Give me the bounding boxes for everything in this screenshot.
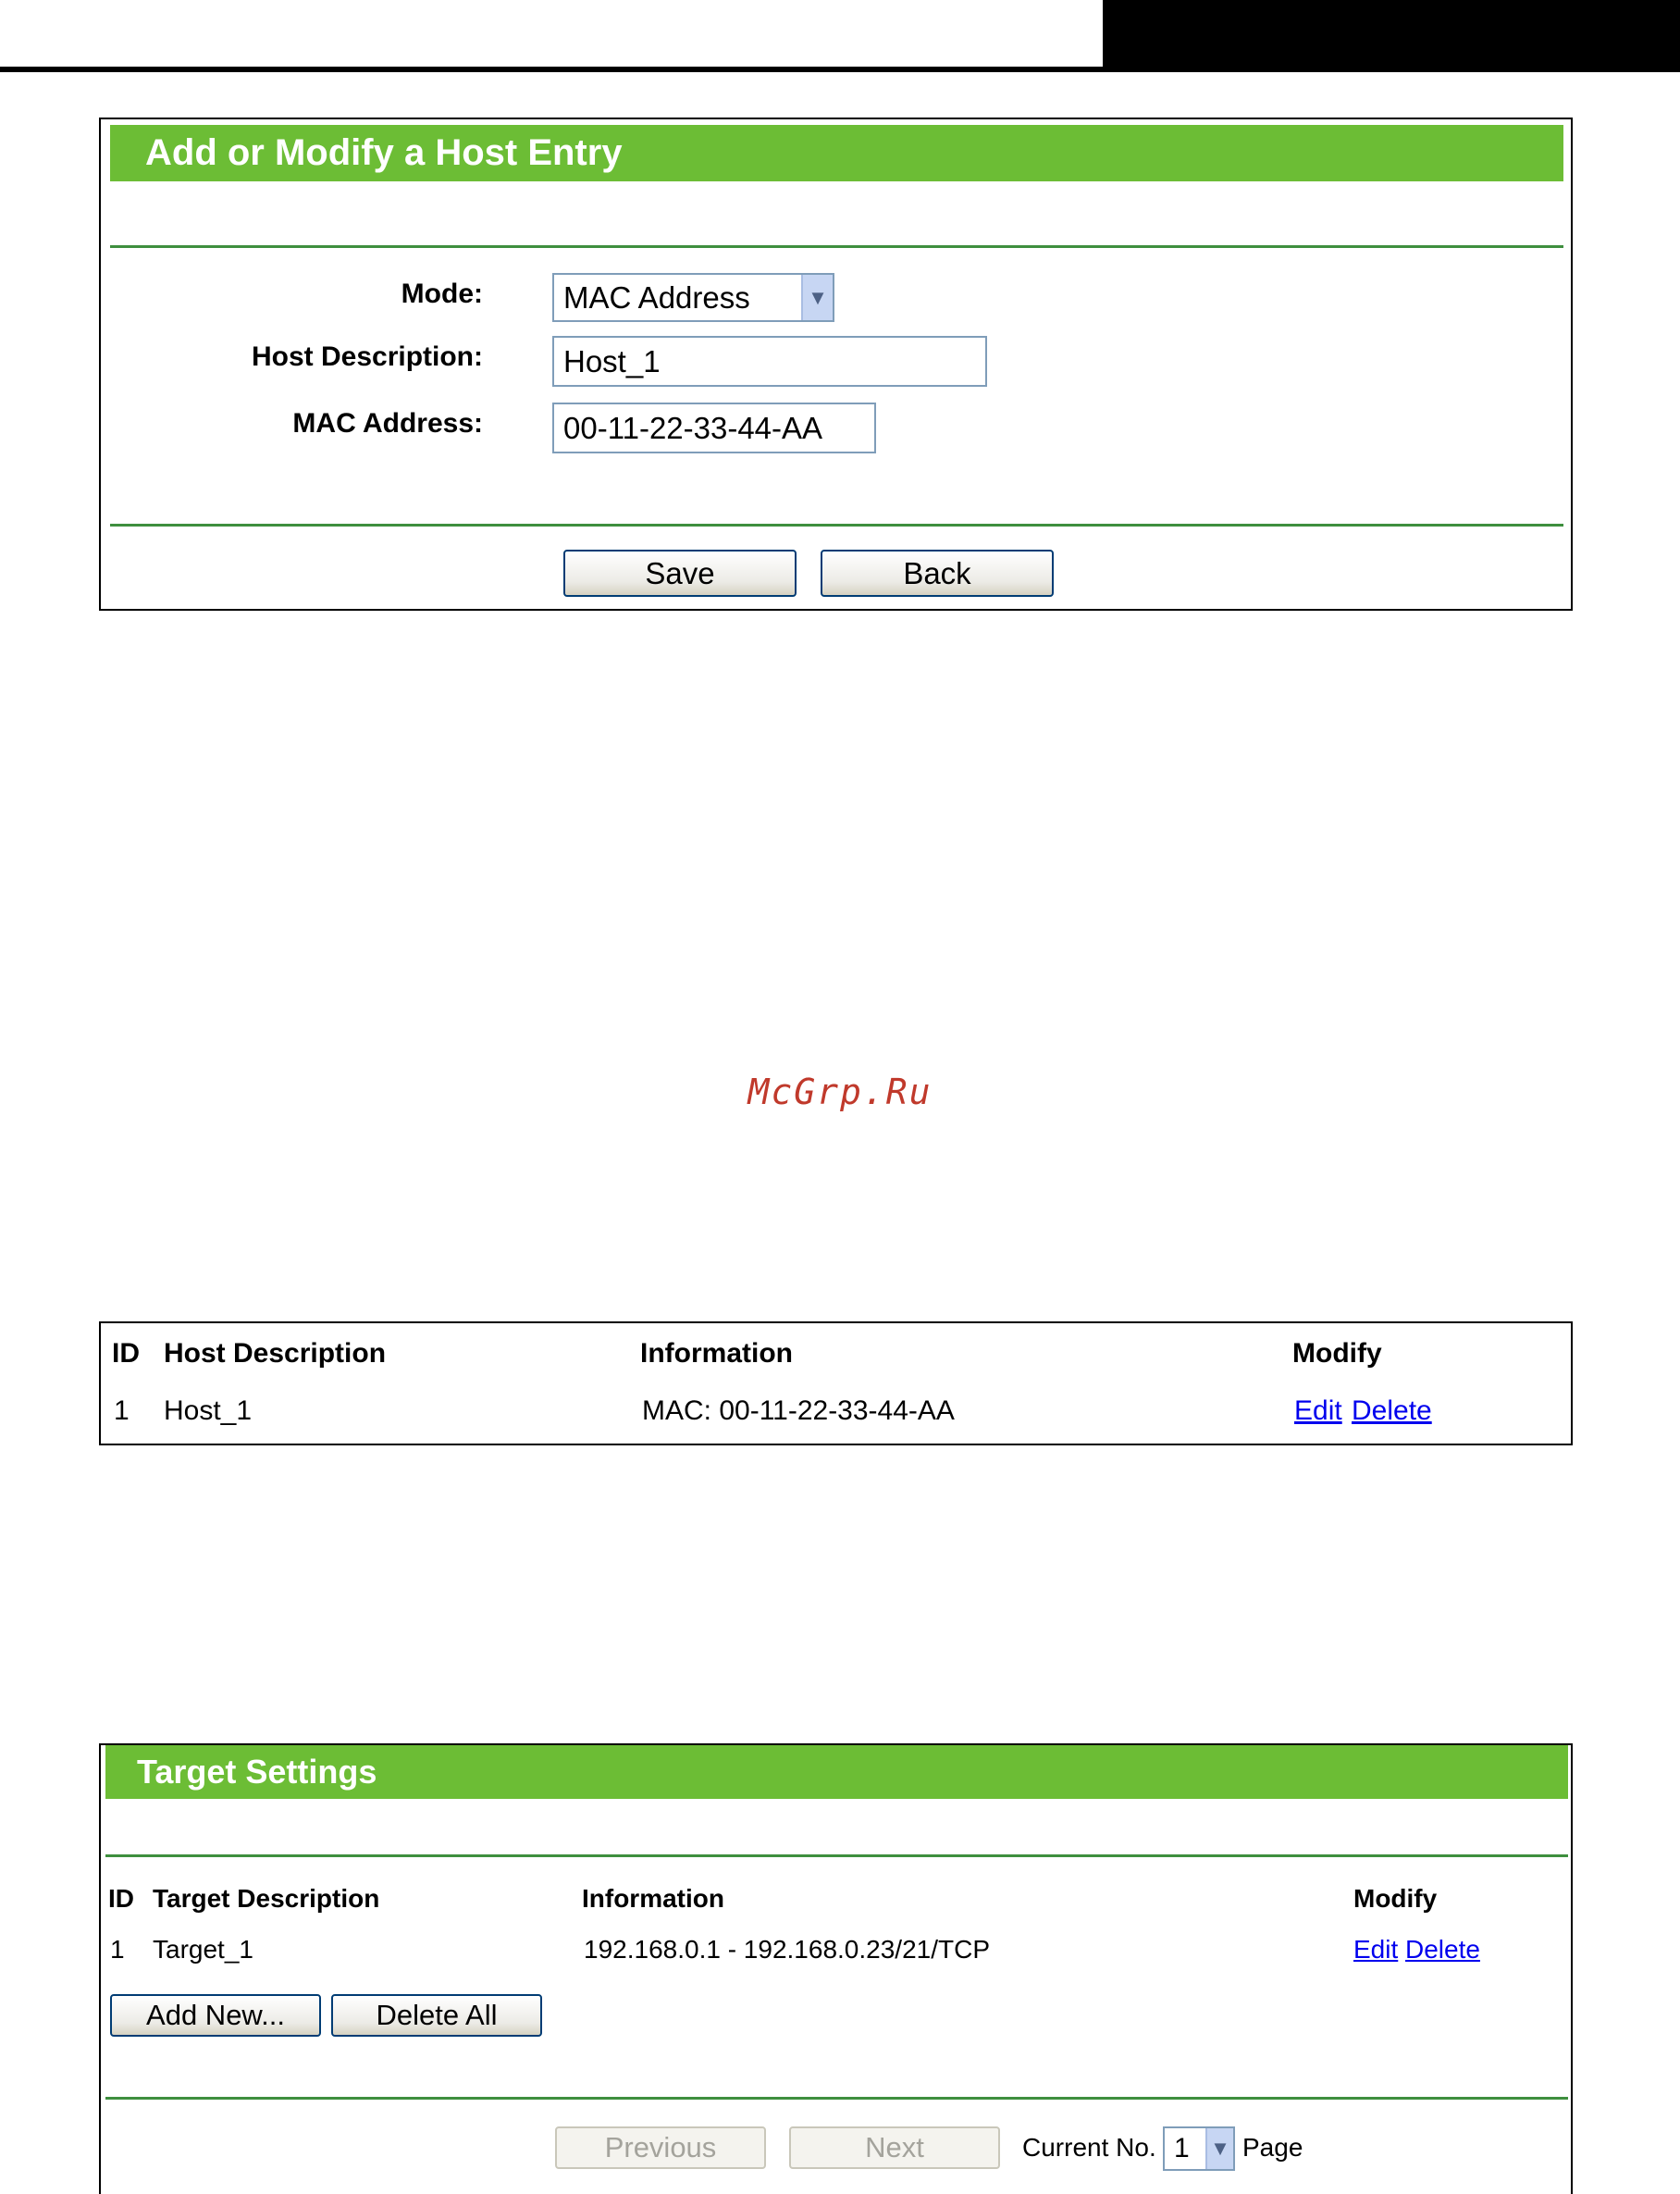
host-description-input[interactable]: Host_1 [552,336,987,387]
divider [110,524,1563,527]
col-header-information: Information [582,1884,724,1913]
chevron-down-icon[interactable]: ▼ [801,275,833,320]
target-settings-title: Target Settings [105,1745,1568,1799]
page-select[interactable] [1163,2126,1235,2171]
host-entry-title: Add or Modify a Host Entry [110,125,1563,181]
col-header-id: ID [108,1884,134,1913]
chevron-down-icon[interactable]: ▼ [1205,2128,1233,2169]
watermark: McGrp.Ru [747,1072,933,1112]
mode-select-value: MAC Address [563,279,750,315]
divider [105,2097,1568,2100]
target-edit-link[interactable]: Edit [1353,1935,1399,1964]
delete-all-button[interactable]: Delete All [331,1994,542,2037]
col-header-target-description: Target Description [153,1884,380,1913]
target-row-information: 192.168.0.1 - 192.168.0.23/21/TCP [584,1935,990,1964]
add-new-button[interactable]: Add New... [110,1994,321,2037]
mac-address-label: MAC Address: [292,408,483,439]
host-row-information: MAC: 00-11-22-33-44-AA [642,1395,955,1426]
host-table-panel [99,1321,1573,1445]
col-header-host-description: Host Description [164,1338,387,1369]
host-delete-link[interactable]: Delete [1352,1395,1432,1426]
col-header-information: Information [640,1338,793,1369]
mode-select[interactable] [552,273,834,322]
previous-button[interactable]: Previous [555,2126,766,2169]
page-label: Page [1242,2133,1303,2162]
target-row-description: Target_1 [153,1935,253,1964]
divider [110,245,1563,248]
host-entry-panel [99,118,1573,611]
page-select-value: 1 [1174,2133,1190,2163]
next-button[interactable]: Next [789,2126,1000,2169]
col-header-modify: Modify [1353,1884,1438,1913]
host-row-description: Host_1 [164,1395,253,1426]
back-button[interactable]: Back [821,550,1054,597]
col-header-id: ID [112,1338,140,1369]
divider [105,1854,1568,1857]
target-delete-link[interactable]: Delete [1405,1935,1480,1964]
mode-label: Mode: [401,279,483,309]
current-no-label: Current No. [1022,2133,1156,2162]
target-settings-panel [99,1743,1573,2194]
save-button[interactable]: Save [563,550,797,597]
header-rule [0,67,1680,72]
header-black-block [1103,0,1680,70]
mac-address-input[interactable]: 00-11-22-33-44-AA [552,403,876,453]
target-row-id: 1 [110,1935,125,1964]
col-header-modify: Modify [1292,1338,1382,1369]
host-edit-link[interactable]: Edit [1294,1395,1342,1426]
host-description-label: Host Description: [251,341,483,372]
host-row-id: 1 [114,1395,130,1426]
